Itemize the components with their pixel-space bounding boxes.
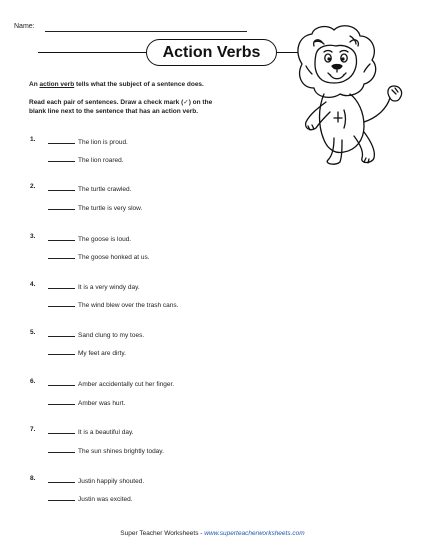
item-number: 1. <box>30 136 36 143</box>
page-title: Action Verbs <box>146 39 277 66</box>
item-number: 4. <box>30 281 36 288</box>
sentence-row <box>48 154 124 164</box>
sentence-row <box>48 445 164 455</box>
instructions-line-1: Read each pair of sentences. Draw a check mark (✓) on the <box>29 99 213 106</box>
sentence-text: The goose is loud. <box>78 236 132 243</box>
sentence-row <box>48 329 144 339</box>
sentence-row <box>48 299 178 309</box>
footer-link[interactable]: www.superteacherworksheets.com <box>204 530 305 537</box>
sentence-text: Amber accidentally cut her finger. <box>78 381 175 388</box>
sentence-text: The turtle crawled. <box>78 186 132 193</box>
check-blank[interactable] <box>48 183 75 191</box>
check-blank[interactable] <box>48 475 75 483</box>
footer-brand: Super Teacher Worksheets <box>120 530 199 537</box>
definition: An action verb tells what the subject of a sentence does. <box>29 81 204 88</box>
check-blank[interactable] <box>48 154 75 162</box>
sentence-row <box>48 251 150 261</box>
sentence-row <box>48 347 126 357</box>
sentence-row <box>48 475 144 485</box>
sentence-text: The goose honked at us. <box>78 254 150 261</box>
sentence-row <box>48 136 128 146</box>
check-blank[interactable] <box>48 251 75 259</box>
sentence-text: The wind blew over the trash cans. <box>78 302 179 309</box>
sentence-row <box>48 378 174 388</box>
footer-separator: - <box>198 530 205 537</box>
sentence-row <box>48 426 134 436</box>
footer <box>0 530 425 537</box>
item-number: 6. <box>30 378 36 385</box>
sentence-text: The turtle is very slow. <box>78 205 143 212</box>
check-blank[interactable] <box>48 426 75 434</box>
sentence-row <box>48 397 125 407</box>
sentence-text: The sun shines brightly today. <box>78 448 164 455</box>
check-blank[interactable] <box>48 281 75 289</box>
sentence-text: My feet are dirty. <box>78 350 126 357</box>
sentence-text: Sand clung to my toes. <box>78 332 145 339</box>
name-label: Name: <box>14 23 35 30</box>
check-blank[interactable] <box>48 202 75 210</box>
item-number: 2. <box>30 183 36 190</box>
name-field[interactable] <box>45 31 247 32</box>
sentence-row <box>48 183 131 193</box>
check-blank[interactable] <box>48 329 75 337</box>
sentence-text: The lion is proud. <box>78 139 128 146</box>
sentence-row <box>48 233 131 243</box>
check-blank[interactable] <box>48 378 75 386</box>
check-blank[interactable] <box>48 299 75 307</box>
item-number: 5. <box>30 329 36 336</box>
instructions-line-2: blank line next to the sentence that has an action verb. <box>29 108 199 115</box>
definition-term: action verb <box>39 81 75 88</box>
check-blank[interactable] <box>48 233 75 241</box>
sentence-text: It is a beautiful day. <box>78 429 134 436</box>
item-number: 8. <box>30 475 36 482</box>
check-blank[interactable] <box>48 347 75 355</box>
item-number: 3. <box>30 233 36 240</box>
sentence-text: It is a very windy day. <box>78 284 140 291</box>
check-blank[interactable] <box>48 136 75 144</box>
sentence-row <box>48 202 142 212</box>
lion-icon <box>284 22 412 168</box>
check-blank[interactable] <box>48 493 75 501</box>
sentence-text: Amber was hurt. <box>78 400 126 407</box>
sentence-text: The lion roared. <box>78 157 124 164</box>
title-rule-left <box>38 52 146 53</box>
sentence-row <box>48 493 133 503</box>
check-blank[interactable] <box>48 397 75 405</box>
check-blank[interactable] <box>48 445 75 453</box>
sentence-text: Justin was excited. <box>78 496 133 503</box>
item-number: 7. <box>30 426 36 433</box>
sentence-text: Justin happily shouted. <box>78 478 145 485</box>
sentence-row <box>48 281 140 291</box>
